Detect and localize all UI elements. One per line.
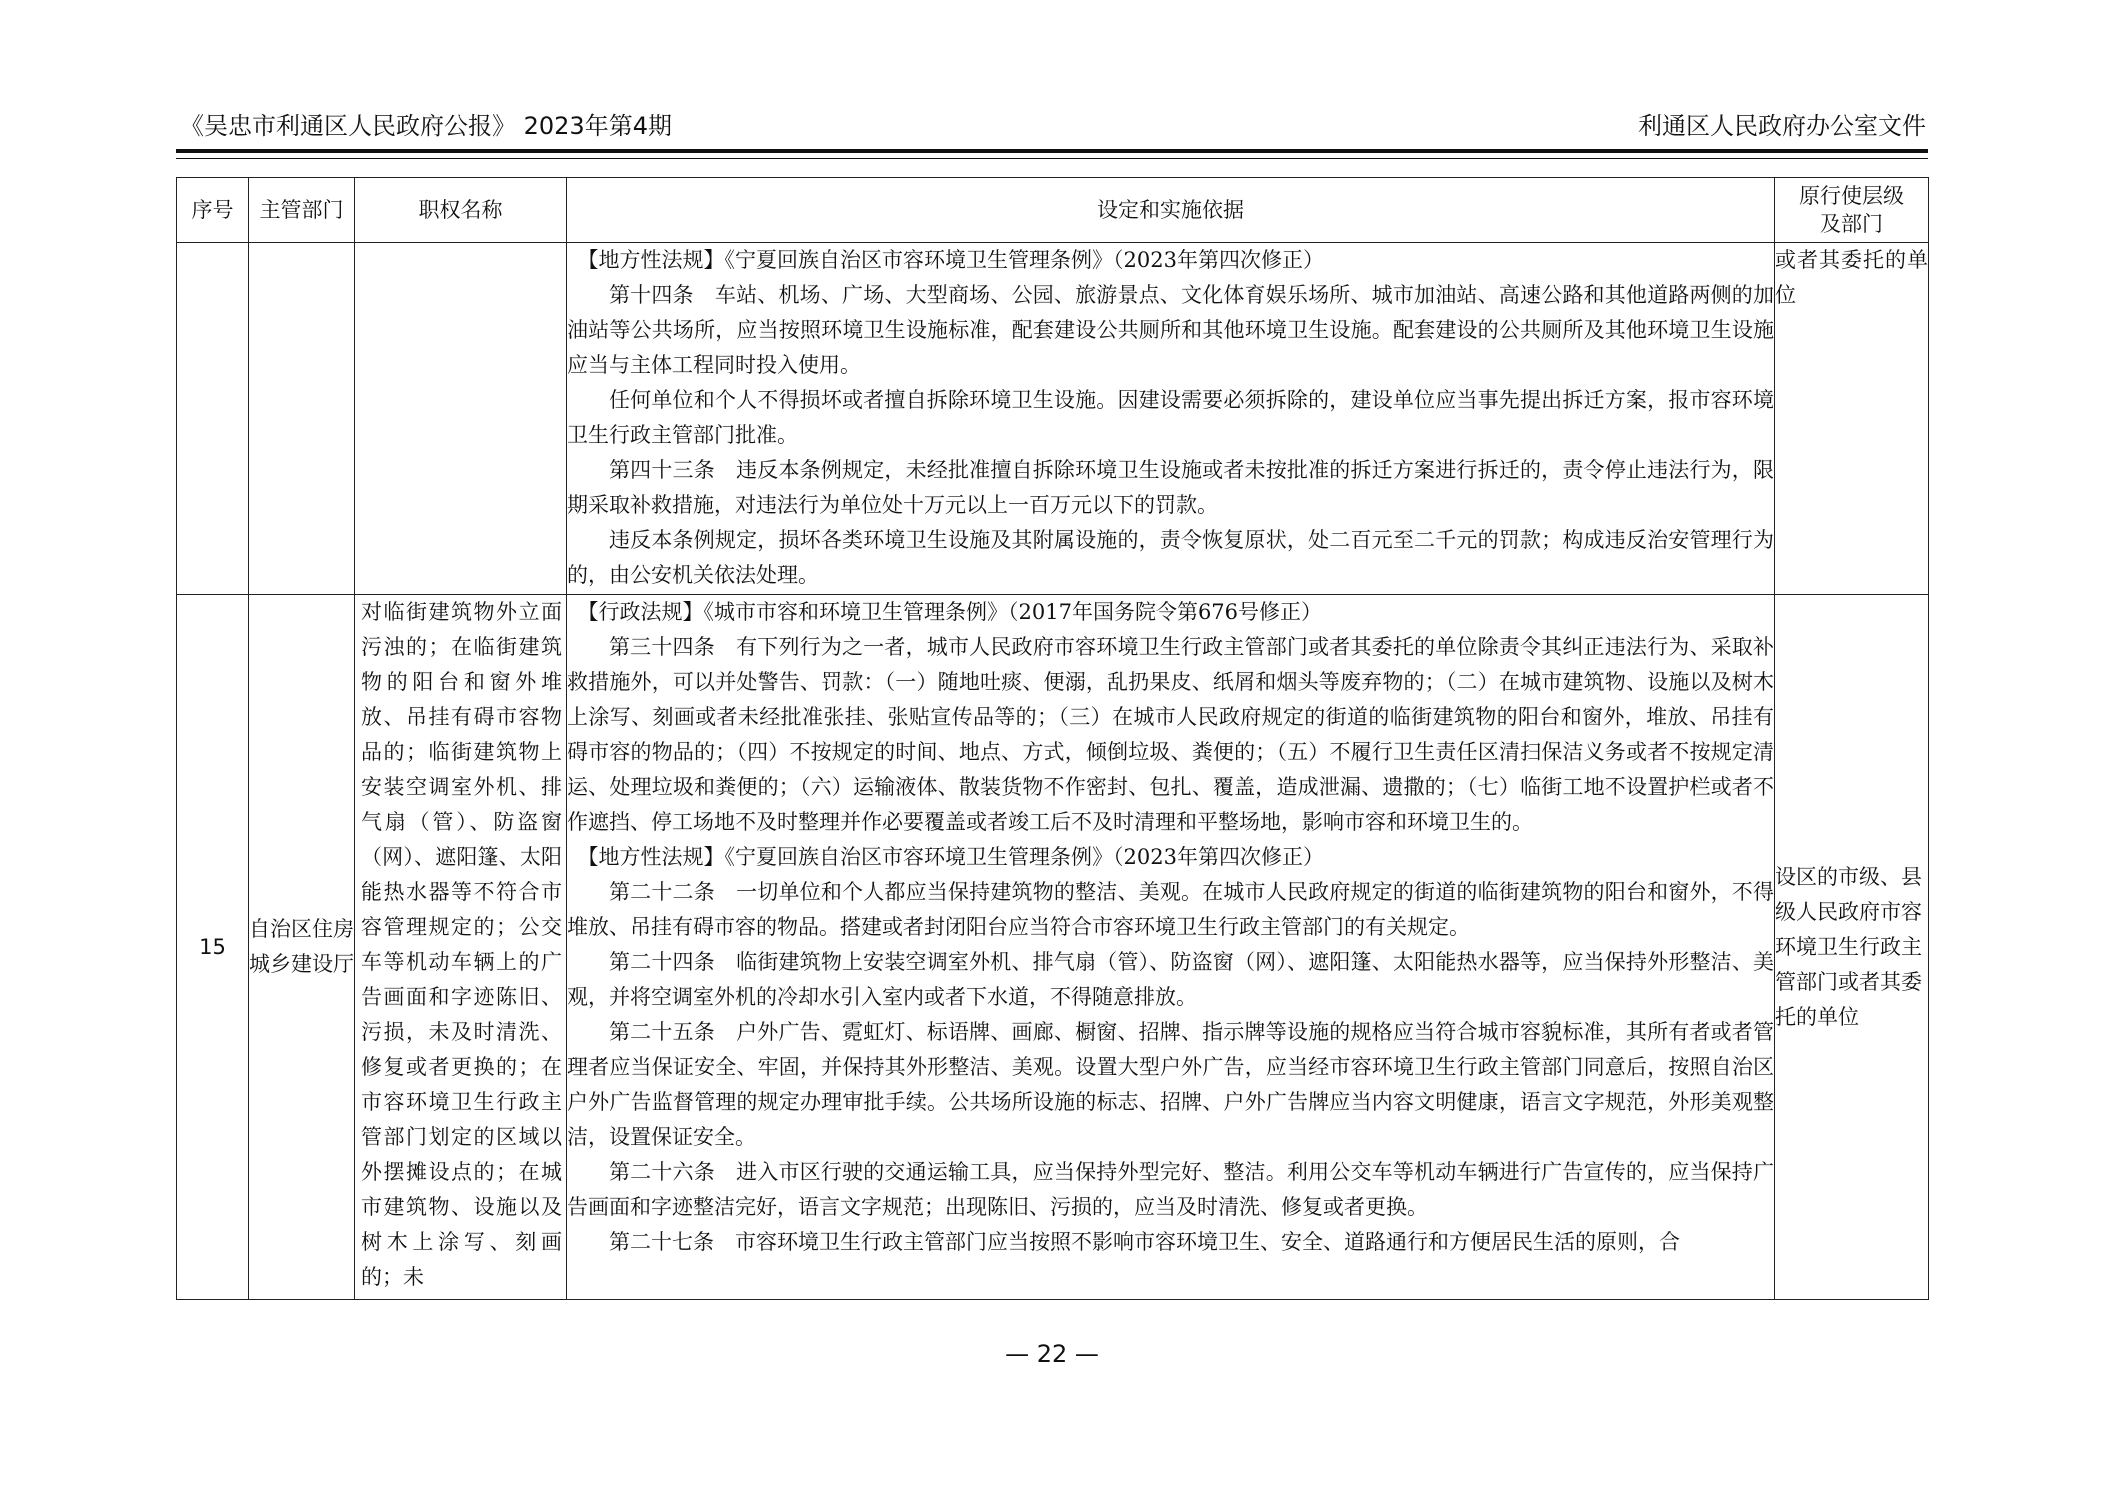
basis-paragraph: 第二十六条 进入市区行驶的交通运输工具，应当保持外型完好、整洁。利用公交车等机动车辆进行广告宣传的，应当保持广告画面和字迹整洁完好，语言文字规范；出现陈旧、污损的，应当及时清洗、修复或者更换。	[567, 1160, 1774, 1219]
row-no	[177, 243, 249, 595]
basis-paragraph: 任何单位和个人不得损坏或者擅自拆除环境卫生设施。因建设需要必须拆除的，建设单位应当事先提出拆迁方案，报市容环境卫生行政主管部门批准。	[567, 388, 1774, 447]
col-header-dept: 主管部门	[249, 178, 355, 243]
row-dept: 自治区住房城乡建设厅	[249, 595, 355, 1300]
row-level: 设区的市级、县级人民政府市容环境卫生行政主管部门或者其委托的单位	[1775, 595, 1929, 1300]
table-row	[177, 243, 1929, 595]
table-header-row	[177, 178, 1929, 243]
col-header-name: 职权名称	[355, 178, 567, 243]
basis-paragraph: 第十四条 车站、机场、广场、大型商场、公园、旅游景点、文化体育娱乐场所、城市加油站、高速公路和其他道路两侧的加油站等公共场所，应当按照环境卫生设施标准，配套建设公共厕所和其他环境卫生设施。配套建设的公共厕所及其他环境卫生设施应当与主体工程同时投入使用。	[567, 283, 1774, 377]
basis-paragraph: 第二十四条 临街建筑物上安装空调室外机、排气扇（管）、防盗窗（网）、遮阳篷、太阳能热水器等，应当保持外形整洁、美观，并将空调室外机的冷却水引入室内或者下水道，不得随意排放。	[567, 950, 1774, 1009]
row-basis	[567, 243, 1775, 595]
basis-paragraph: 【地方性法规】《宁夏回族自治区市容环境卫生管理条例》（2023年第四次修正）	[577, 248, 1324, 272]
basis-paragraph: 【行政法规】《城市市容和环境卫生管理条例》（2017年国务院令第676号修正）	[577, 600, 1323, 624]
row-authority-name	[355, 243, 567, 595]
col-header-basis: 设定和实施依据	[567, 178, 1775, 243]
basis-paragraph: 第二十七条 市容环境卫生行政主管部门应当按照不影响市容环境卫生、安全、道路通行和方便居民生活的原则，合	[609, 1230, 1680, 1254]
row-basis	[567, 595, 1775, 1300]
col-header-no: 序号	[177, 178, 249, 243]
issuing-office: 利通区人民政府办公室文件	[1638, 112, 1926, 140]
basis-paragraph: 第二十五条 户外广告、霓虹灯、标语牌、画廊、橱窗、招牌、指示牌等设施的规格应当符合城市容貌标准，其所有者或者管理者应当保证安全、牢固，并保持其外形整洁、美观。设置大型户外广告，应当经市容环境卫生行政主管部门同意后，按照自治区户外广告监督管理的规定办理审批手续。公共场所设施的标志、招牌、户外广告牌应当内容文明健康，语言文字规范，外形美观整洁，设置保证安全。	[567, 1020, 1774, 1149]
basis-paragraph: 第二十二条 一切单位和个人都应当保持建筑物的整洁、美观。在城市人民政府规定的街道的临街建筑物的阳台和窗外，不得堆放、吊挂有碍市容的物品。搭建或者封闭阳台应当符合市容环境卫生行政主管部门的有关规定。	[567, 880, 1774, 939]
row-level: 或者其委托的单位	[1775, 243, 1929, 595]
row-dept	[249, 243, 355, 595]
basis-paragraph: 【地方性法规】《宁夏回族自治区市容环境卫生管理条例》（2023年第四次修正）	[577, 845, 1324, 869]
bulletin-title: 《吴忠市利通区人民政府公报》 2023年第4期	[180, 112, 672, 140]
basis-paragraph: 第三十四条 有下列行为之一者，城市人民政府市容环境卫生行政主管部门或者其委托的单位除责令其纠正违法行为、采取补救措施外，可以并处警告、罚款：（一）随地吐痰、便溺，乱扔果皮、纸屑和烟头等废弃物的；（二）在城市建筑物、设施以及树木上涂写、刻画或者未经批准张挂、张贴宣传品等的；（三）在城市人民政府规定的街道的临街建筑物的阳台和窗外，堆放、吊挂有碍市容的物品的；（四）不按规定的时间、地点、方式，倾倒垃圾、粪便的；（五）不履行卫生责任区清扫保洁义务或者不按规定清运、处理垃圾和粪便的；（六）运输液体、散装货物不作密封、包扎、覆盖，造成泄漏、遗撒的；（七）临街工地不设置护栏或者不作遮挡、停工场地不及时整理并作必要覆盖或者竣工后不及时清理和平整场地，影响市容和环境卫生的。	[567, 635, 1774, 834]
basis-paragraph: 第四十三条 违反本条例规定，未经批准擅自拆除环境卫生设施或者未按批准的拆迁方案进行拆迁的，责令停止违法行为，限期采取补救措施，对违法行为单位处十万元以上一百万元以下的罚款。	[567, 458, 1774, 517]
row-no: 15	[177, 595, 249, 1300]
table-row	[177, 595, 1929, 1300]
col-header-level: 原行使层级及部门	[1775, 178, 1929, 243]
row-authority-name: 对临街建筑物外立面污浊的；在临街建筑物的阳台和窗外堆放、吊挂有碍市容物品的；临街建筑物上安装空调室外机、排气扇（管）、防盗窗（网）、遮阳篷、太阳能热水器等不符合市容管理规定的；公交车等机动车辆上的广告画面和字迹陈旧、污损，未及时清洗、修复或者更换的；在市容环境卫生行政主管部门划定的区域以外摆摊设点的；在城市建筑物、设施以及树木上涂写、刻画的；未	[355, 595, 567, 1300]
header-rule-thin	[176, 158, 1928, 159]
basis-paragraph: 违反本条例规定，损坏各类环境卫生设施及其附属设施的，责令恢复原状，处二百元至二千元的罚款；构成违反治安管理行为的，由公安机关依法处理。	[567, 528, 1774, 587]
header-rule-thick	[176, 149, 1928, 153]
authority-table	[176, 177, 1929, 1300]
page-number: — 22 —	[1005, 1340, 1099, 1368]
